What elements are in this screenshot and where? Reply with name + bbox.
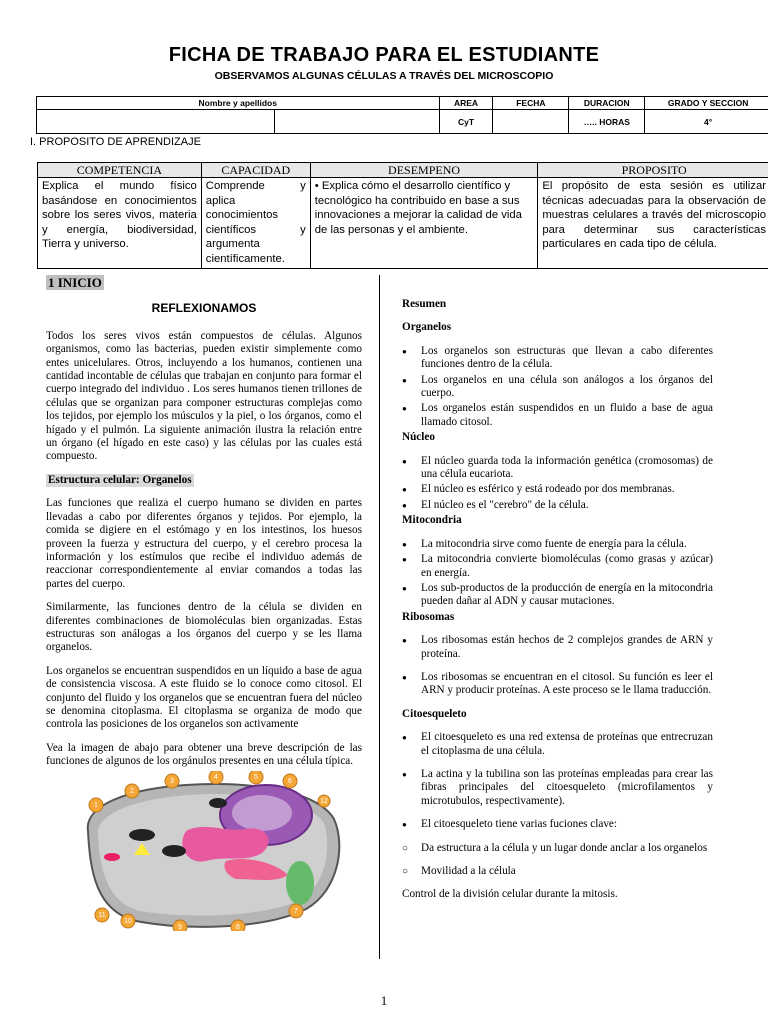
list-item: ● Los organelos son estructuras que llevan a cabo diferentes funciones dentro de la célula. <box>402 345 713 372</box>
page-number: 1 <box>380 993 388 1008</box>
paragraph-organelles-analogy: Similarmente, las funciones dentro de la célula se dividen en diferentes combinaciones de biomoléculas bien organizadas. Estas estructuras son análogas a los órganos del cuerpo y se les llama organelos. <box>46 601 362 654</box>
list-ribosomas <box>402 634 713 698</box>
heading-reflexionamos: REFLEXIONAMOS <box>151 301 257 316</box>
value-name[interactable] <box>37 110 440 134</box>
cell-label-6: 6 <box>288 777 292 785</box>
document-subtitle: OBSERVAMOS ALGUNAS CÉLULAS A TRAVÉS DEL MICROSCOPIO <box>214 70 554 82</box>
cell-label-11: 11 <box>98 911 106 919</box>
cell-label-8: 8 <box>236 923 240 931</box>
paragraph-cytosol: Los organelos se encuentran suspendidos en un líquido a base de agua de consistencia viscosa. A este fluido se lo conoce como citosol. El conjunto del fluido y los organelos que se encuentran fuera del núcleo se denomina citoplasma. El citoplasma se organiza de modo que controla las posiciones de los organelos son activamente <box>46 664 362 731</box>
paragraph-division-control: Control de la división celular durante la mitosis. <box>402 888 618 901</box>
cell-label-4: 4 <box>214 773 218 781</box>
list-item: ● La mitocondria convierte biomoléculas (como grasas y azúcar) en energía. <box>402 553 713 580</box>
heading-resumen: Resumen <box>402 298 447 310</box>
header-duracion: DURACION <box>569 97 645 110</box>
cell-label-5: 5 <box>254 773 258 781</box>
list-organelos <box>402 345 713 429</box>
list-item: ● El núcleo es el "cerebro" de la célula. <box>402 499 713 512</box>
heading-organelos: Organelos <box>402 321 452 334</box>
list-item: ● El citoesqueleto tiene varias fuciones clave: <box>402 818 713 831</box>
cell-label-10: 10 <box>124 917 132 925</box>
list-item: ● La actina y la tubilina son las proteínas empleadas para crear las fibras principales del citoesqueleto (microfilamentos y microtubulos, respectivamente). <box>402 768 713 808</box>
value-duracion[interactable]: ….. HORAS <box>569 110 645 134</box>
heading-ribosomas: Ribosomas <box>402 610 455 623</box>
list-item: ○ Da estructura a la célula y un lugar donde anclar a los organelos <box>402 842 713 855</box>
cell-label-12: 12 <box>320 797 328 805</box>
list-item: ○ Movilidad a la célula <box>402 865 713 878</box>
left-column <box>46 275 362 931</box>
document-title: FICHA DE TRABAJO PARA EL ESTUDIANTE <box>168 44 600 66</box>
student-info-table <box>36 96 768 134</box>
paragraph-cells-intro: Todos los seres vivos están compuestos de células. Algunos organismos, como las bacterias, pueden existir simplemente como entes unicelulares. Otros, incluyendo a los humanos, contienen una cantidad incontable de células que trabajan en conjunto para formar el cuerpo integrado del individuo . Los seres humanos tienen trillones de células que se organizan para componer estructuras complejas como los tejidos, por ejemplo los músculos y la piel, o los órganos, como el hígado y el pulmón. La siguiente animación ilustra la relación entre un órgano (el hígado en este caso) y las células por las cuales está compuesto. <box>46 329 362 463</box>
list-citoesqueleto <box>402 731 713 878</box>
header-name: Nombre y apellidos <box>37 97 440 110</box>
purpose-heading: I. PROPOSITO DE APRENDIZAJE <box>30 136 201 148</box>
comp-cell-proposito: El propósito de esta sesión es utilizar técnicas adecuadas para la observación de muestras celulares a través del microscopio para determinar sus características particulares en cada tipo de célula. <box>538 178 768 269</box>
list-item: ● Los sub-productos de la producción de energía en la mitocondria pueden dañar al ADN y causar mutaciones. <box>402 582 713 609</box>
header-area: AREA <box>439 97 493 110</box>
paragraph-body-functions: Las funciones que realiza el cuerpo humano se dividen en partes llevadas a cabo por diferentes órganos y tejidos. Por ejemplo, la comida se digiere en el estómago y en los intestinos, los huesos proveen la fuerza y estructura del cuerpo, y el cerebro procesa la información y los estímulos que recibe el individuo además de reaccionar correspondientemente al enviar comandos a todas las partes del cuerpo. <box>46 497 362 590</box>
heading-mitocondria: Mitocondria <box>402 514 462 527</box>
list-item: ● La mitocondria sirve como fuente de energía para la célula. <box>402 538 713 551</box>
list-item: ● Los ribosomas están hechos de 2 complejos grandes de ARN y proteína. <box>402 634 713 661</box>
paragraph-see-image: Vea la imagen de abajo para obtener una breve descripción de las funciones de algunos de los orgánulos presentes en una célula típica. <box>46 741 362 768</box>
value-area[interactable]: CyT <box>439 110 493 134</box>
list-item: ● Los organelos en una célula son análogos a los órganos del cuerpo. <box>402 374 713 401</box>
header-fecha: FECHA <box>493 97 569 110</box>
cell-label-2: 2 <box>130 787 134 795</box>
competency-table <box>37 162 768 269</box>
column-divider <box>379 275 380 959</box>
list-mitocondria <box>402 538 713 609</box>
comp-header-competencia: COMPETENCIA <box>38 163 202 178</box>
list-nucleo <box>402 455 713 513</box>
cell-label-1: 1 <box>94 801 98 809</box>
section-inicio: 1 INICIO <box>48 275 102 290</box>
comp-cell-desempeno: • Explica cómo el desarrollo científico y tecnológico ha contribuido en base a sus innovaciones a mejorar la calidad de vida de las personas y el ambiente. <box>310 178 538 269</box>
comp-header-desempeno: DESEMPENO <box>310 163 538 178</box>
cell-label-7: 7 <box>294 907 298 915</box>
cell-label-3: 3 <box>170 777 174 785</box>
header-grado: GRADO Y SECCION <box>645 97 768 110</box>
list-item: ● El citoesqueleto es una red extensa de proteínas que entrecruzan el citoplasma de una célula. <box>402 731 713 758</box>
heading-nucleo: Núcleo <box>402 431 435 444</box>
comp-header-proposito: PROPOSITO <box>538 163 768 178</box>
heading-estructura-celular: Estructura celular: Organelos <box>48 473 192 486</box>
list-item: ● Los organelos están suspendidos en un fluido a base de agua llamado citosol. <box>402 402 713 429</box>
right-column <box>402 298 713 902</box>
comp-cell-capacidad: Comprende y aplica conocimientos científicos y argumenta científicamente. <box>201 178 310 269</box>
comp-cell-competencia: Explica el mundo físico basándose en conocimientos sobre los seres vivos, materia y energía, biodiversidad, Tierra y universo. <box>38 178 202 269</box>
cell-diagram <box>76 771 344 931</box>
value-fecha[interactable] <box>493 110 569 134</box>
heading-citoesqueleto: Citoesqueleto <box>402 707 467 720</box>
cell-label-9: 9 <box>178 923 182 931</box>
list-item: ● El núcleo es esférico y está rodeado por dos membranas. <box>402 483 713 496</box>
list-item: ● El núcleo guarda toda la información genética (cromosomas) de una célula eucariota. <box>402 455 713 482</box>
comp-header-capacidad: CAPACIDAD <box>201 163 310 178</box>
list-item: ● Los ribosomas se encuentran en el citosol. Su función es leer el ARN y producir proteínas. A este proceso se le llama traducción. <box>402 671 713 698</box>
value-grado[interactable]: 4° <box>645 110 768 134</box>
